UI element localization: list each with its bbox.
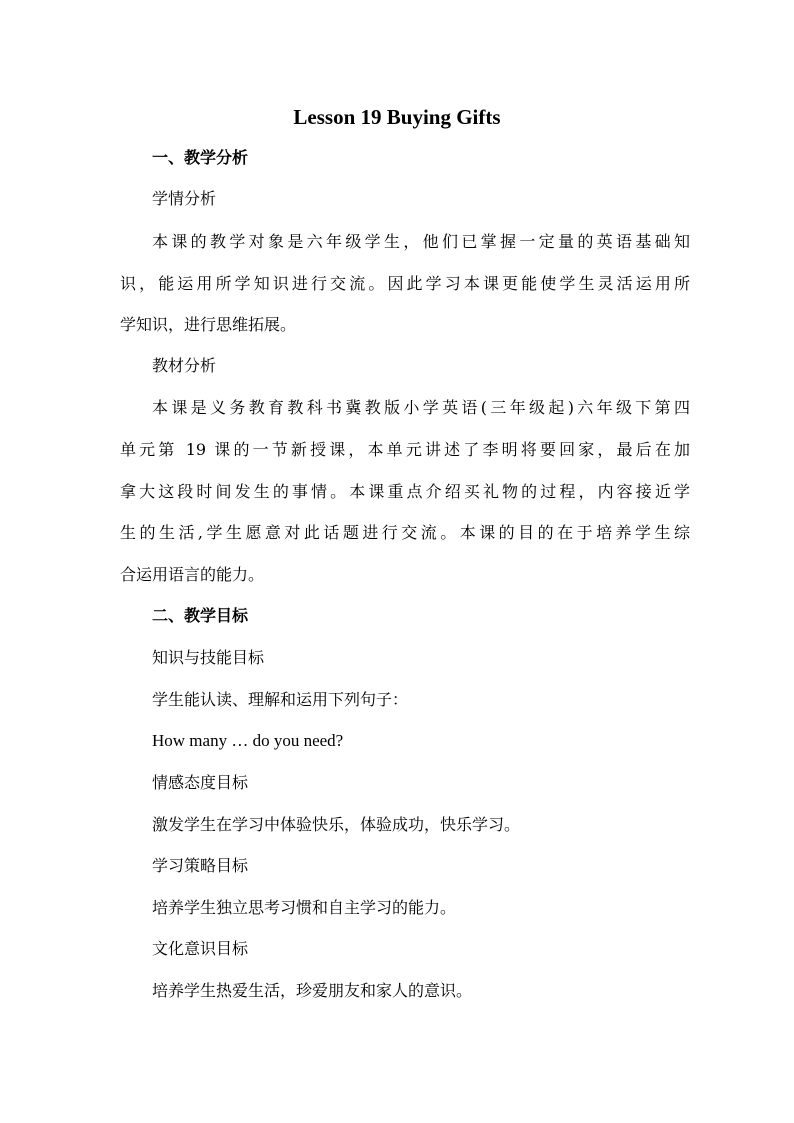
paragraph-line: 培养学生热爱生活，珍爱朋友和家人的意识。 (152, 981, 473, 1000)
paragraph-line: 合运用语言的能力。 (120, 565, 265, 584)
example-sentence: How many … do you need? (152, 731, 344, 750)
subheading-emotion-attitude: 情感态度目标 (152, 773, 249, 792)
section-heading-teaching-objectives: 二、教学目标 (152, 606, 249, 625)
paragraph-line: 识，能运用所学知识进行交流。因此学习本课更能使学生灵活运用所 (120, 274, 690, 293)
paragraph-line: 本课是义务教育教科书冀教版小学英语(三年级起)六年级下第四 (152, 398, 690, 417)
paragraph-line: 生的生活,学生愿意对此话题进行交流。本课的目的在于培养学生综 (120, 523, 690, 542)
paragraph-line: 拿大这段时间发生的事情。本课重点介绍买礼物的过程，内容接近学 (120, 482, 690, 501)
subheading-knowledge-skills: 知识与技能目标 (152, 648, 265, 667)
paragraph-line: 单元第 19 课的一节新授课，本单元讲述了李明将要回家，最后在加 (120, 440, 690, 459)
subheading-material-analysis: 教材分析 (152, 356, 217, 375)
subheading-learning-strategy: 学习策略目标 (152, 856, 249, 875)
subheading-student-analysis: 学情分析 (152, 189, 217, 208)
section-heading-teaching-analysis: 一、教学分析 (152, 148, 249, 167)
paragraph-line: 培养学生独立思考习惯和自主学习的能力。 (152, 898, 457, 917)
subheading-cultural-awareness: 文化意识目标 (152, 939, 249, 958)
paragraph-line: 本课的教学对象是六年级学生，他们已掌握一定量的英语基础知 (152, 232, 690, 251)
paragraph-line: 激发学生在学习中体验快乐，体验成功，快乐学习。 (152, 815, 521, 834)
paragraph-line: 学知识，进行思维拓展。 (120, 315, 297, 334)
paragraph-line: 学生能认读、理解和运用下列句子： (152, 690, 409, 709)
document-title: Lesson 19 Buying Gifts (293, 105, 501, 129)
